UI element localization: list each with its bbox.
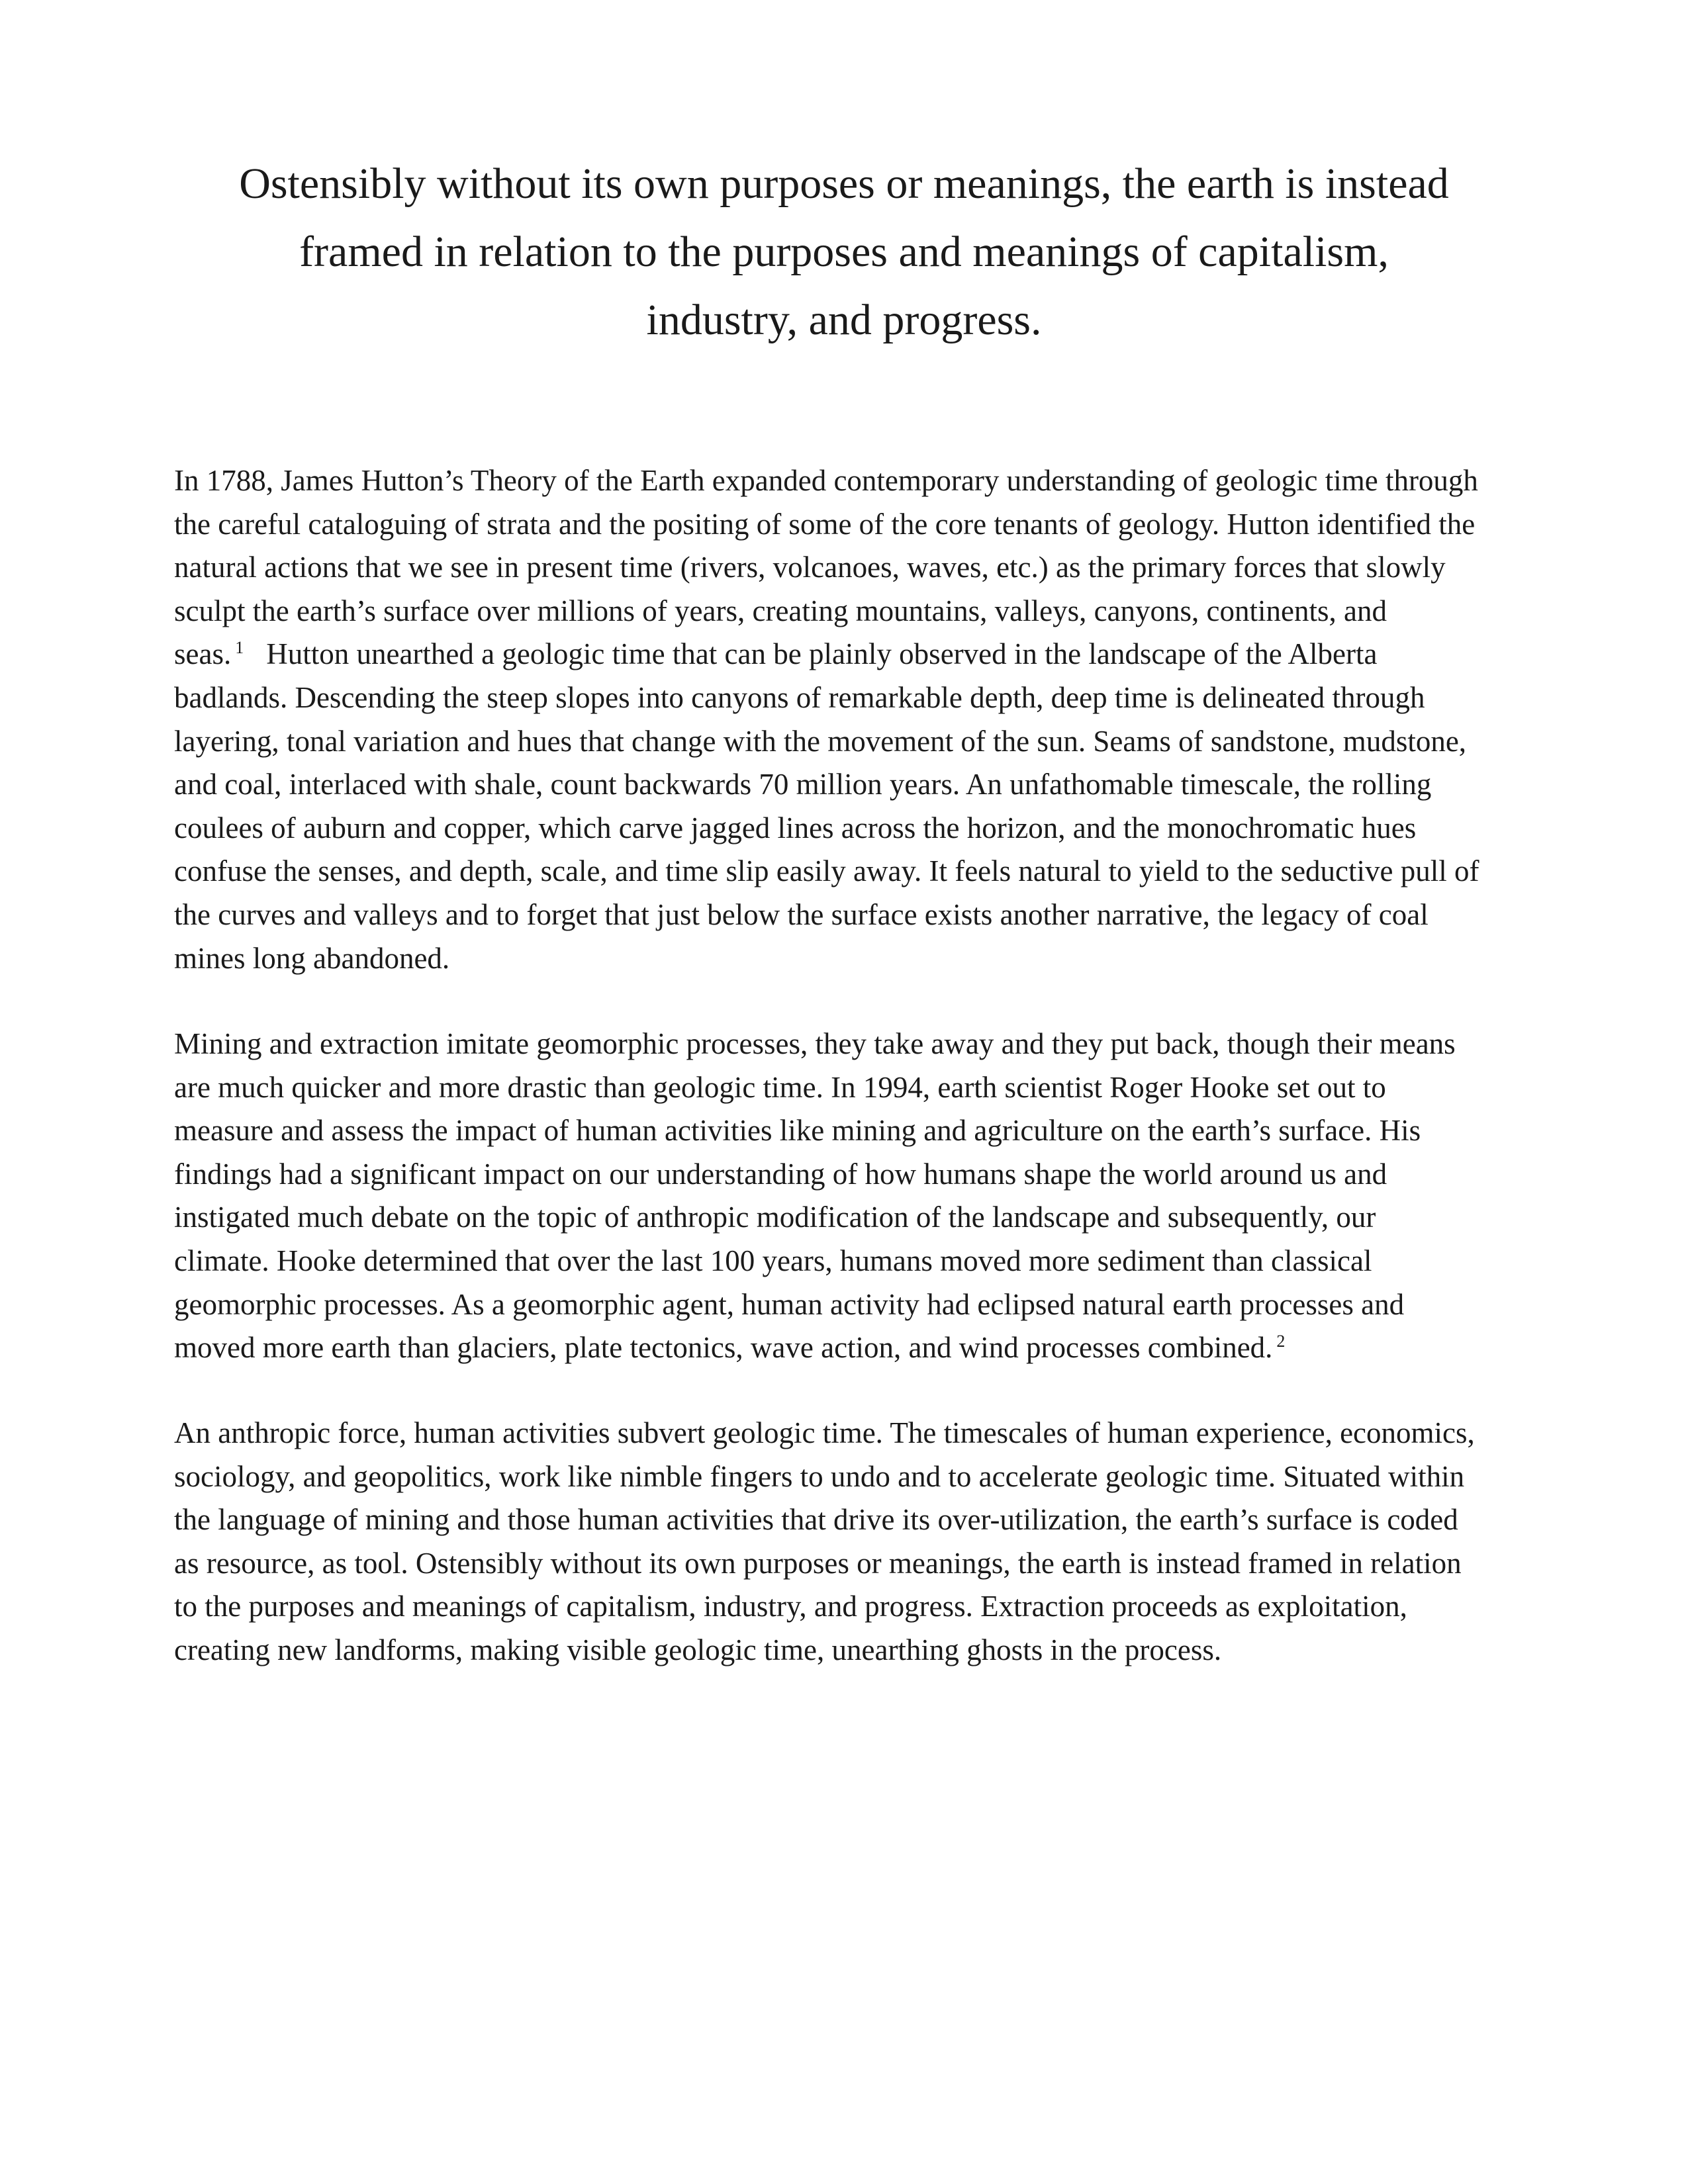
text-line: climate. Hooke determined that over the last 100 years, humans moved more sediment than classical [174,1244,1372,1277]
text-line: geomorphic processes. As a geomorphic agent, human activity had eclipsed natural earth processes and [174,1287,1405,1321]
text-line: the language of mining and those human activities that drive its over-utilization, the earth’s surface is coded [174,1503,1458,1537]
paragraph-anthropic [174,1412,1531,1672]
text-line: creating new landforms, making visible geologic time, unearthing ghosts in the process. [174,1633,1222,1666]
pull-quote-line: framed in relation to the purposes and meanings of capitalism, [299,228,1389,276]
paragraph-hutton [174,459,1531,980]
text-line: layering, tonal variation and hues that change with the movement of the sun. Seams of sandstone, mudstone, [174,724,1467,758]
text-line: Mining and extraction imitate geomorphic processes, they take away and they put back, though their means [174,1027,1456,1060]
text-line: as resource, as tool. Ostensibly without its own purposes or meanings, the earth is instead framed in relation [174,1546,1462,1580]
text-line: to the purposes and meanings of capitalism, industry, and progress. Extraction proceeds as exploitation, [174,1590,1407,1623]
text-line [174,633,1531,676]
paragraph-mining [174,1023,1531,1370]
text-line: mines long abandoned. [174,941,450,975]
text-line: coulees of auburn and copper, which carve jagged lines across the horizon, and the monochromatic hues [174,811,1417,844]
text-segment: Hutton unearthed a geologic time that can be plainly observed in the landscape of the Alberta [266,637,1378,671]
text-line: the careful cataloguing of strata and the positing of some of the core tenants of geology. Hutton identified the [174,507,1476,541]
pull-quote-line: industry, and progress. [646,296,1042,344]
text-line: instigated much debate on the topic of anthropic modification of the landscape and subsequently, our [174,1201,1376,1234]
text-line: are much quicker and more drastic than geologic time. In 1994, earth scientist Roger Hooke set out to [174,1070,1386,1104]
footnote-marker-1[interactable]: 1 [235,638,244,658]
text-line: In 1788, James Hutton’s Theory of the Earth expanded contemporary understanding of geologic time through [174,464,1478,497]
text-line: An anthropic force, human activities subvert geologic time. The timescales of human experience, economics, [174,1416,1475,1449]
text-line: sociology, and geopolitics, work like nimble fingers to undo and to accelerate geologic time. Situated within [174,1459,1465,1493]
text-segment: seas. [174,637,232,671]
text-line: sculpt the earth’s surface over millions of years, creating mountains, valleys, canyons, continents, and [174,594,1387,627]
pull-quote-line: Ostensibly without its own purposes or meanings, the earth is instead [239,159,1449,208]
text-line: confuse the senses, and depth, scale, and time slip easily away. It feels natural to yield to the seductive pull of [174,854,1479,888]
text-line [174,1326,1531,1370]
text-segment: moved more earth than glaciers, plate tectonics, wave action, and wind processes combined. [174,1331,1273,1365]
text-line: natural actions that we see in present time (rivers, volcanoes, waves, etc.) as the primary forces that slowly [174,551,1446,584]
text-line: measure and assess the impact of human activities like mining and agriculture on the earth’s surface. His [174,1114,1421,1148]
text-line: findings had a significant impact on our understanding of how humans shape the world around us and [174,1157,1387,1191]
text-line: and coal, interlaced with shale, count backwards 70 million years. An unfathomable timescale, the rolling [174,768,1432,801]
text-line: the curves and valleys and to forget that just below the surface exists another narrative, the legacy of coal [174,897,1429,931]
pull-quote [0,150,1688,354]
text-line: badlands. Descending the steep slopes into canyons of remarkable depth, deep time is delineated through [174,680,1425,714]
footnote-marker-2[interactable]: 2 [1276,1332,1286,1351]
